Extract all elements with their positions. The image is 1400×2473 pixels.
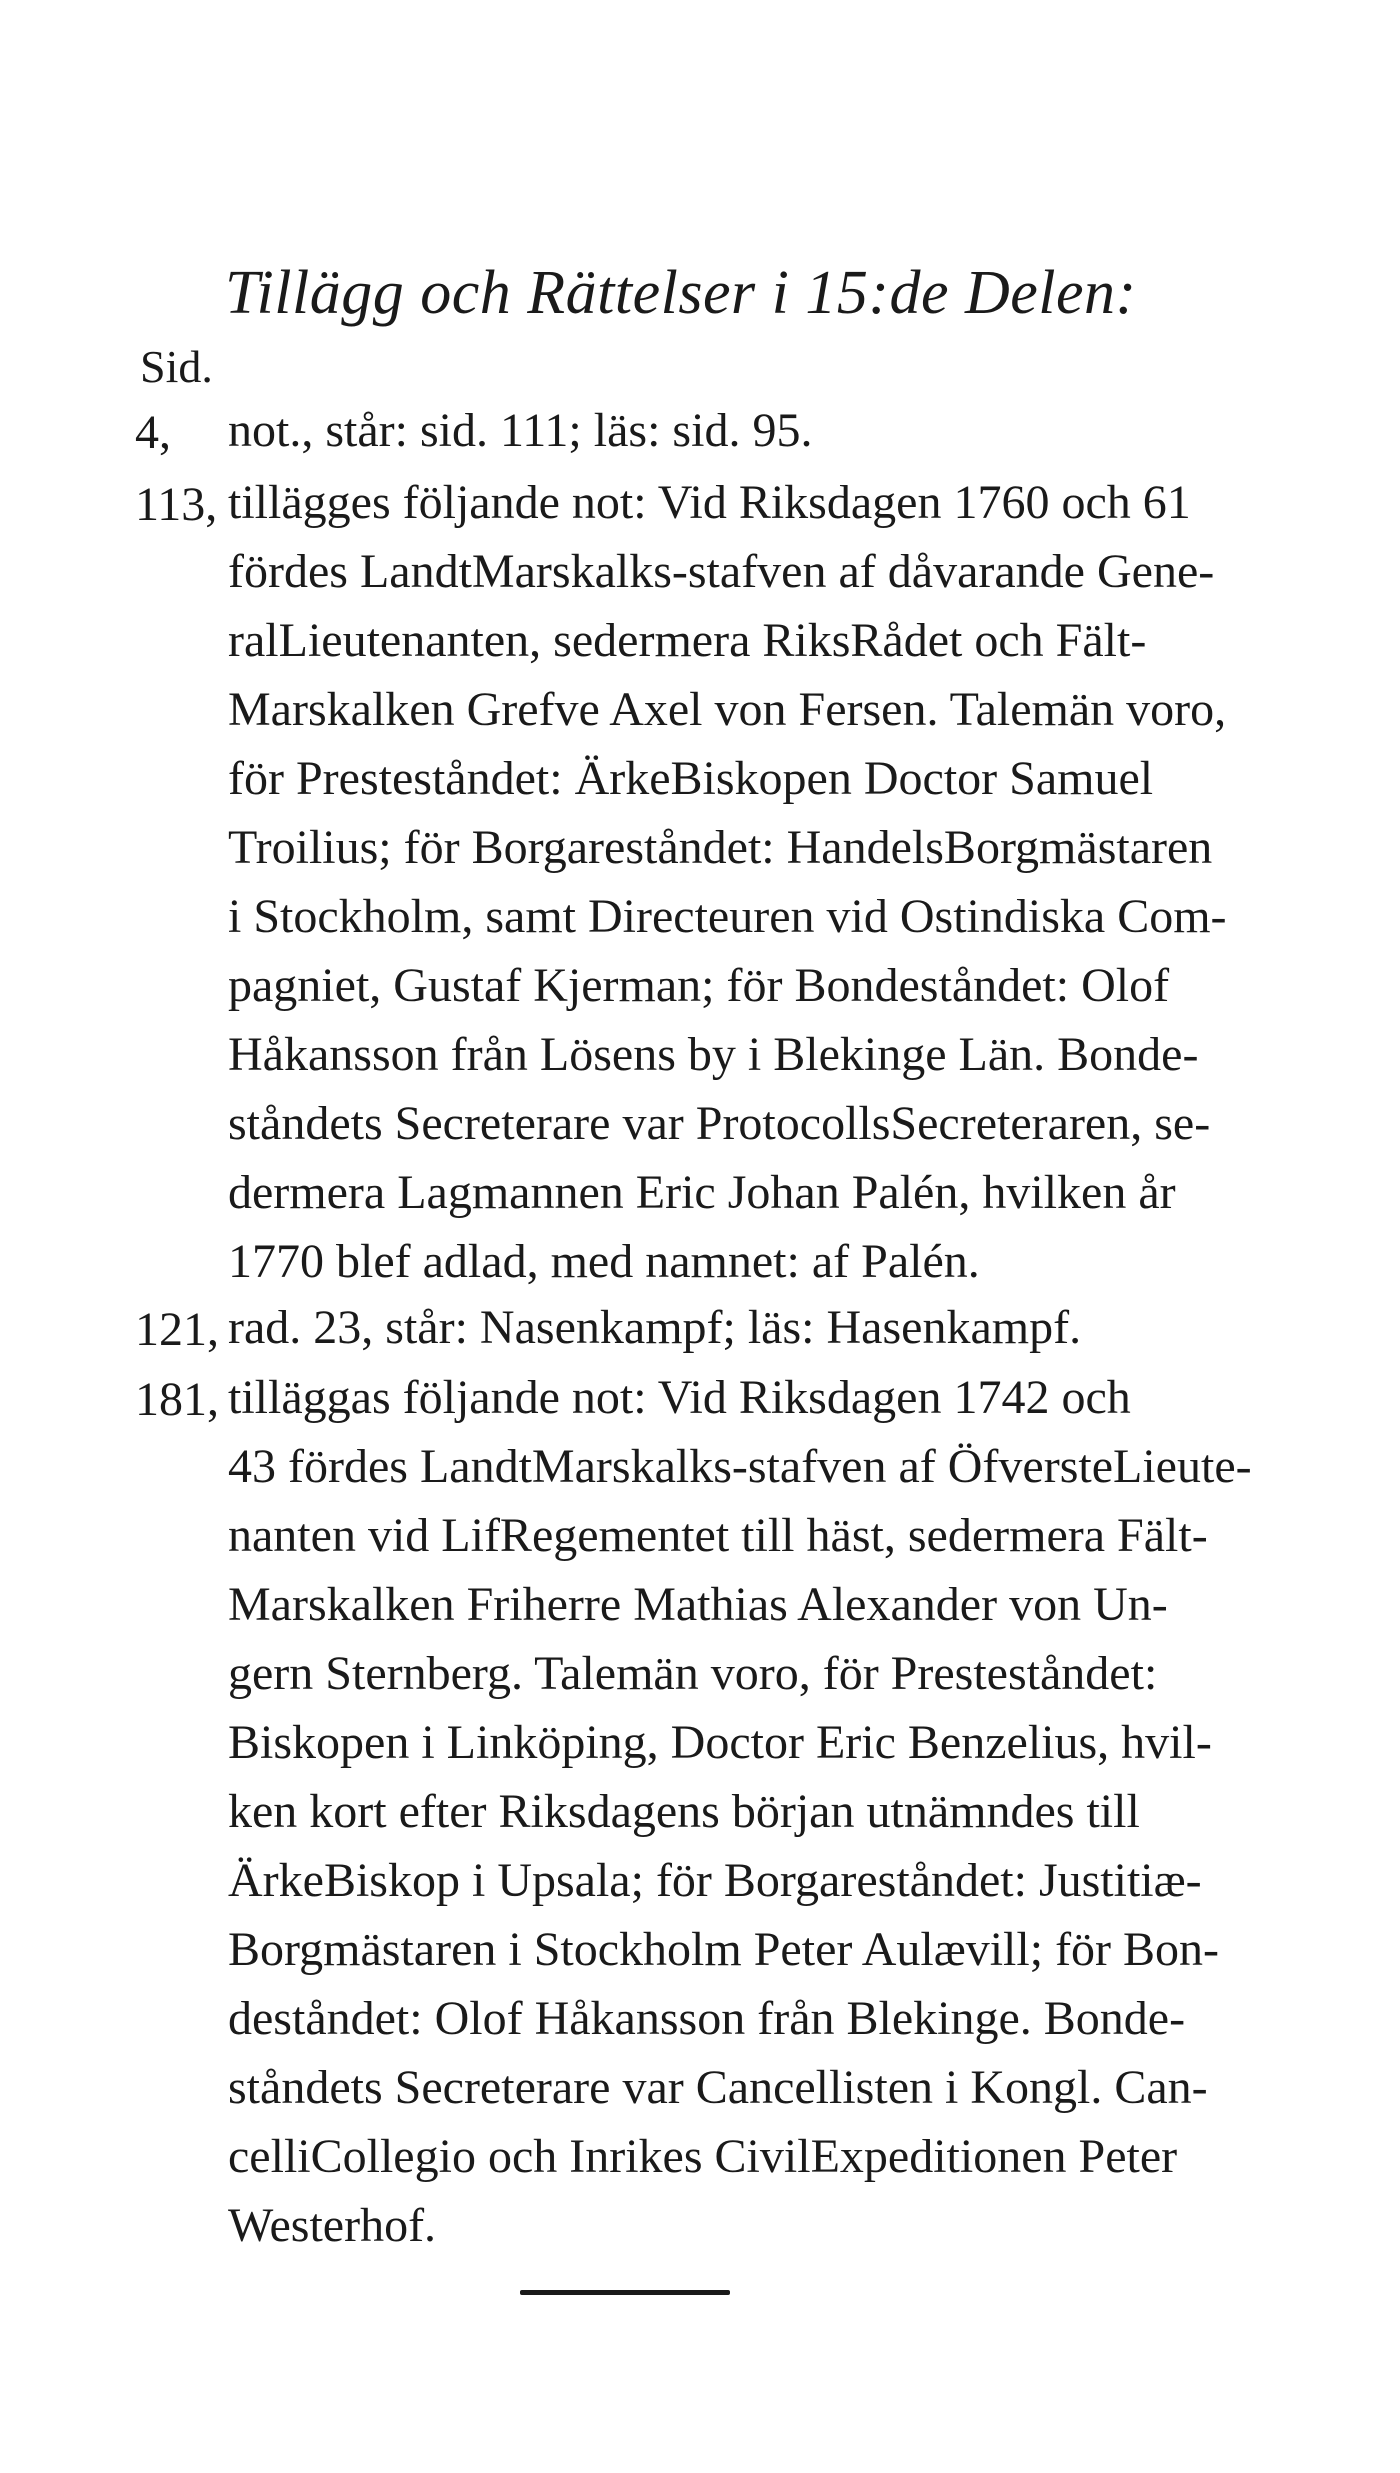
entry-line: dermera Lagmannen Eric Johan Palén, hvilken år — [228, 1166, 1176, 1219]
entry-line: fördes LandtMarskalks-stafven af dåvarande Gene- — [228, 545, 1215, 598]
entry-line: not., står: sid. 111; läs: sid. 95. — [228, 404, 813, 457]
entry-page-number: 113, — [135, 478, 218, 531]
entry-line: ÄrkeBiskop i Upsala; för Borgareståndet: Justitiæ- — [228, 1854, 1202, 1907]
entry-line: Troilius; för Borgareståndet: HandelsBorgmästaren — [228, 821, 1213, 874]
entry-line: tillägges följande not: Vid Riksdagen 1760 och 61 — [228, 476, 1191, 529]
entry-line: ståndets Secreterare var Cancellisten i Kongl. Can- — [228, 2061, 1208, 2114]
entry-line: Håkansson från Lösens by i Blekinge Län. Bonde- — [228, 1028, 1199, 1081]
entry-line: Westerhof. — [228, 2199, 437, 2252]
entry-line: Biskopen i Linköping, Doctor Eric Benzelius, hvil- — [228, 1716, 1212, 1769]
entry-line: ralLieutenanten, sedermera RiksRådet och Fält- — [228, 614, 1147, 667]
entry-line: Marskalken Friherre Mathias Alexander von Un- — [228, 1578, 1168, 1631]
entry-line: 1770 blef adlad, med namnet: af Palén. — [228, 1235, 980, 1288]
entry-line: gern Sternberg. Talemän voro, för Presteståndet: — [228, 1647, 1158, 1700]
entry-page-number: 121, — [135, 1303, 219, 1356]
entry-line: nanten vid LifRegementet till häst, sedermera Fält- — [228, 1509, 1208, 1562]
page-heading: Tillägg och Rättelser i 15:de Delen: — [225, 259, 1137, 327]
entry-line: pagniet, Gustaf Kjerman; för Bondeståndet: Olof — [228, 959, 1170, 1012]
entry-line: Marskalken Grefve Axel von Fersen. Talemän voro, — [228, 683, 1227, 736]
entry-line: i Stockholm, samt Directeuren vid Ostindiska Com- — [228, 890, 1227, 943]
entry-line: deståndet: Olof Håkansson från Blekinge. Bonde- — [228, 1992, 1186, 2045]
entry-line: för Presteståndet: ÄrkeBiskopen Doctor Samuel — [228, 752, 1154, 805]
entry-line: Borgmästaren i Stockholm Peter Aulævill; för Bon- — [228, 1923, 1220, 1976]
entry-line: ståndets Secreterare var ProtocollsSecreteraren, se- — [228, 1097, 1211, 1150]
entry-line: tilläggas följande not: Vid Riksdagen 1742 och — [228, 1371, 1131, 1424]
sid-label: Sid. — [140, 341, 213, 392]
entry-page-number: 181, — [135, 1373, 219, 1426]
entry-line: 43 fördes LandtMarskalks-stafven af ÖfversteLieute- — [228, 1440, 1252, 1493]
entry-line: rad. 23, står: Nasenkampf; läs: Hasenkampf. — [228, 1301, 1082, 1354]
entry-line: celliCollegio och Inrikes CivilExpeditionen Peter — [228, 2130, 1178, 2183]
entry-line: ken kort efter Riksdagens början utnämndes till — [228, 1785, 1140, 1838]
closing-rule — [520, 2290, 730, 2295]
entry-page-number: 4, — [135, 406, 171, 459]
